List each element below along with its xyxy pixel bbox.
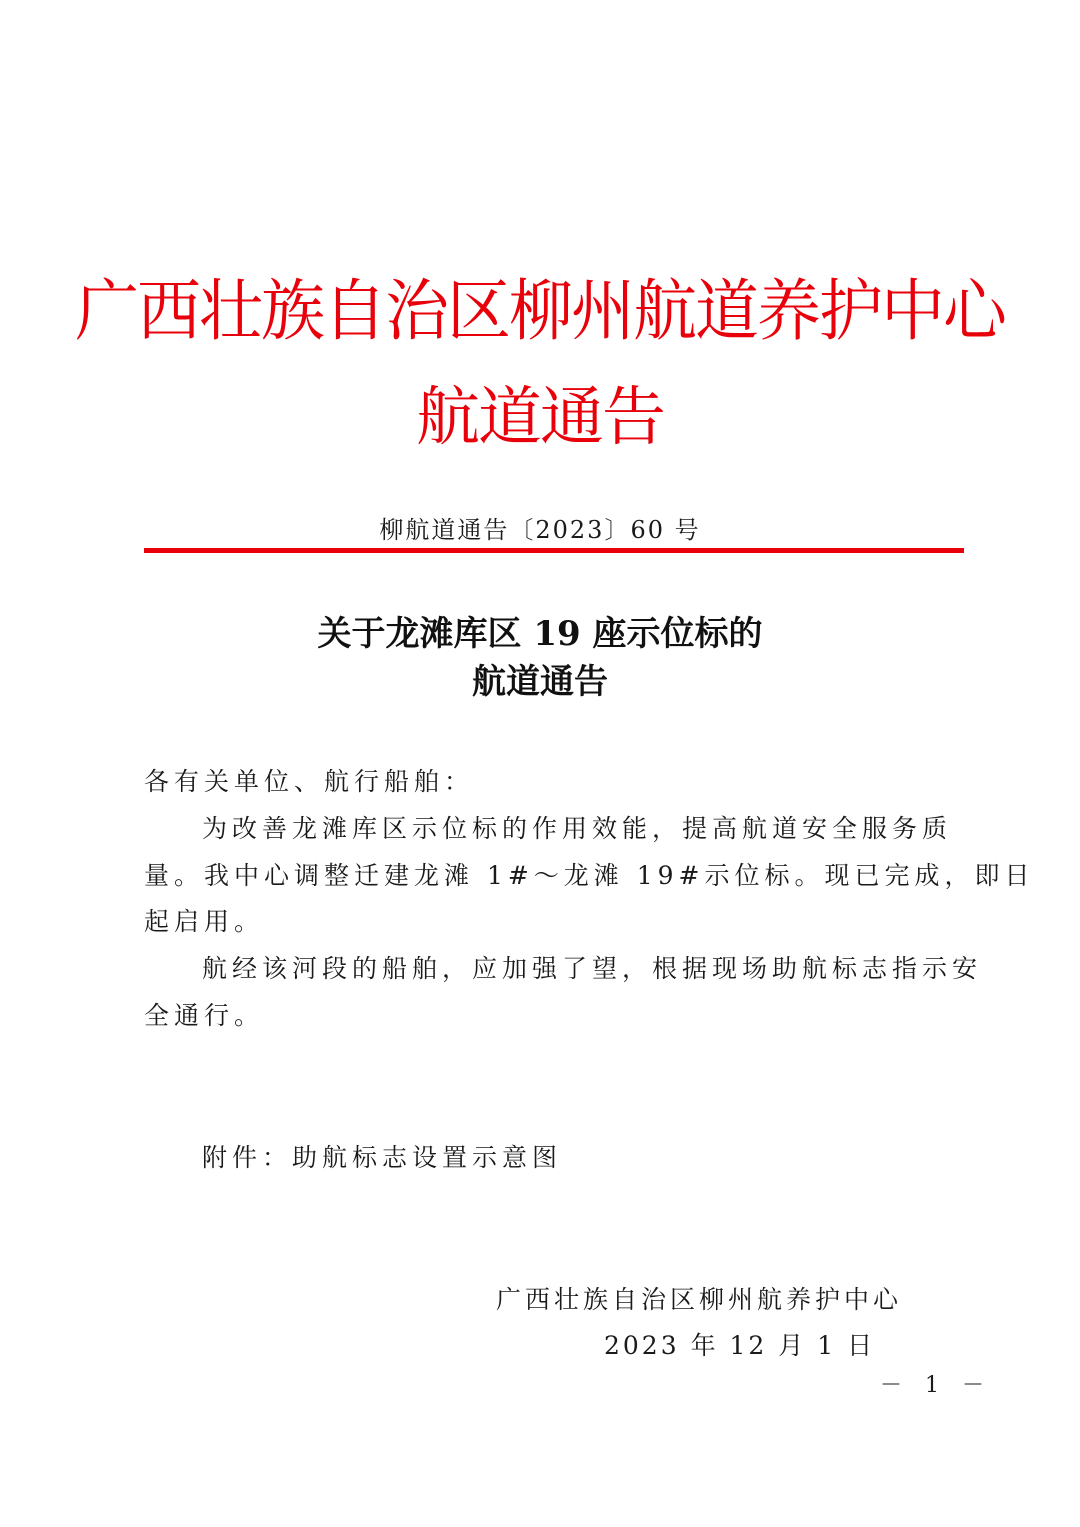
page-number: － 1 － — [880, 1373, 992, 1398]
subject-title-line1: 关于龙滩库区 19 座示位标的 — [317, 614, 763, 654]
document-number: 柳航道通告〔2023〕60 号 — [379, 516, 701, 544]
organization-title: 广西壮族自治区柳州航道养护中心 — [75, 273, 1005, 351]
signing-date: 2023 年 12 月 1 日 — [604, 1331, 876, 1360]
paragraph1-line3: 起启用。 — [144, 907, 265, 936]
attachment-note: 附件：助航标志设置示意图 — [202, 1143, 563, 1172]
paragraph2-line2: 全通行。 — [144, 1001, 265, 1030]
subject-title-line2: 航道通告 — [472, 662, 608, 702]
red-divider — [144, 548, 964, 553]
salutation: 各有关单位、航行船舶： — [144, 767, 475, 796]
signer-organization: 广西壮族自治区柳州航养护中心 — [496, 1285, 903, 1314]
paragraph2-line1: 航经该河段的船舶，应加强了望，根据现场助航标志指示安 — [202, 954, 983, 983]
paragraph1-line1: 为改善龙滩库区示位标的作用效能，提高航道安全服务质 — [202, 814, 953, 843]
paragraph1-line2: 量。我中心调整迁建龙滩 1#～龙滩 19#示位标。现已完成，即日 — [144, 861, 1035, 890]
notice-type-title: 航道通告 — [416, 381, 664, 455]
